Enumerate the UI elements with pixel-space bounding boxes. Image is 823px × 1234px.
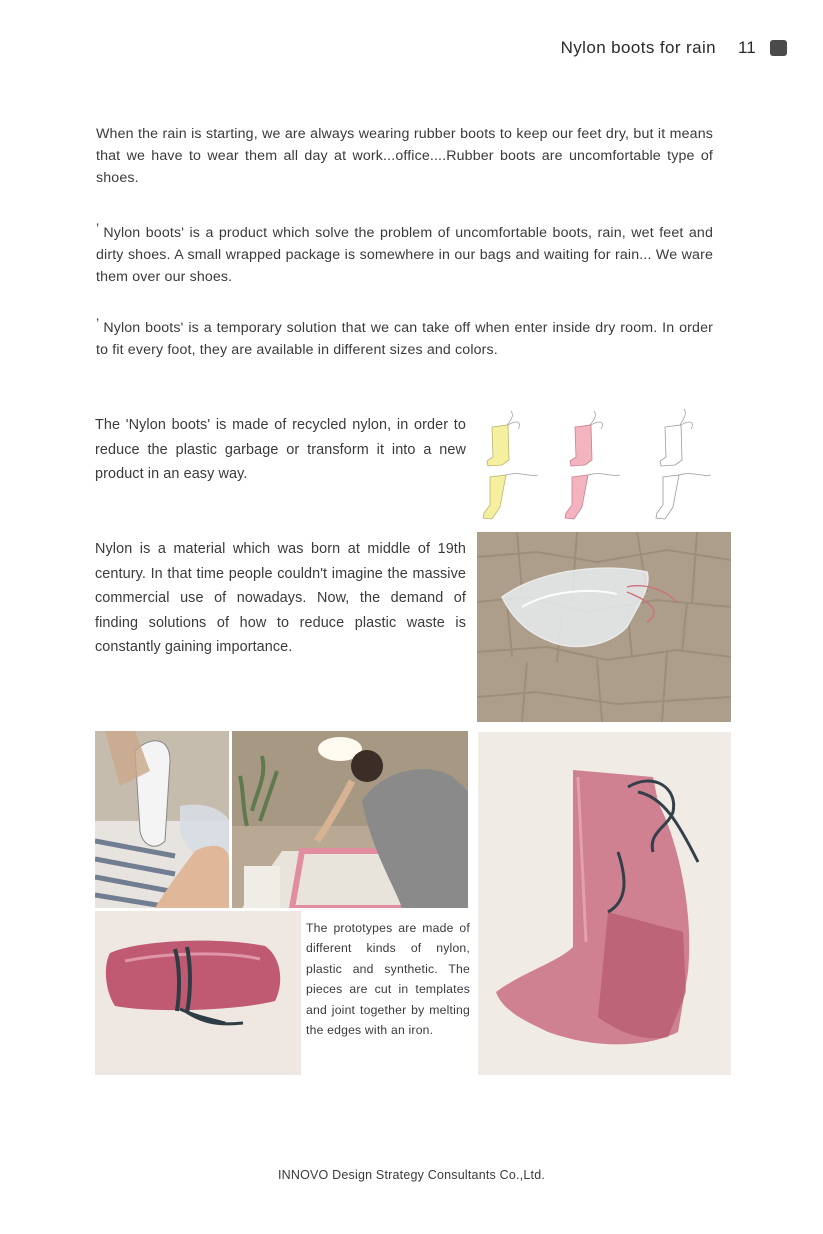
sketch-boot-white-1: [660, 409, 693, 466]
pink-nylon-boot-photo: [478, 732, 731, 1075]
page-title: Nylon boots for rain: [560, 38, 716, 57]
intro-paragraph-1: When the rain is starting, we are always wearing rubber boots to keep our feet dry, but it means that we have to wear them all day at work...office....Rubber boots are uncomfortable type of shoes.: [96, 126, 713, 186]
nylon-history-text: Nylon is a material which was born at middle of 19th century. In that time people couldn't imagine the massive commercial use of nowadays. Now, the demand of finding solutions of how to reduce plastic waste is constantly gaining importance.: [95, 541, 466, 656]
nylon-bag-on-pavement-photo: [477, 532, 731, 722]
prototype-caption: The prototypes are made of different kinds of nylon, plastic and synthetic. The pieces are cut in templates and joint together by melting the edges with an iron.: [306, 921, 470, 1038]
sketch-boot-yellow-1: [487, 411, 520, 466]
page-tab-marker: [770, 40, 787, 56]
sketch-boot-white-2: [656, 474, 711, 519]
page-number: 11: [738, 38, 756, 57]
cutting-templates-photo: [232, 731, 468, 908]
company-footer: INNOVO Design Strategy Consultants Co.,Ltd.: [277, 1168, 546, 1182]
sketch-boot-yellow-2: [483, 474, 538, 519]
wrapped-package-photo: [95, 911, 301, 1075]
intro-paragraph-3: ’ Nylon boots' is a temporary solution that we can take off when enter inside dry room. In order to fit every foot, they are available in different sizes and colors.: [96, 316, 713, 358]
sketch-boot-pink-2: [565, 474, 620, 519]
boot-sketches-illustration: [478, 405, 730, 523]
recycled-nylon-text: The 'Nylon boots' is made of recycled nylon, in order to reduce the plastic garbage or transform it into a new product in an easy way.: [95, 417, 466, 483]
sketch-boot-pink-1: [570, 411, 603, 466]
ironing-nylon-photo: [95, 731, 229, 908]
intro-paragraph-2: ’ Nylon boots' is a product which solve the problem of uncomfortable boots, rain, wet feet and dirty shoes. A small wrapped package is somewhere in our bags and waiting for rain... We ware them over our shoes.: [96, 221, 713, 285]
